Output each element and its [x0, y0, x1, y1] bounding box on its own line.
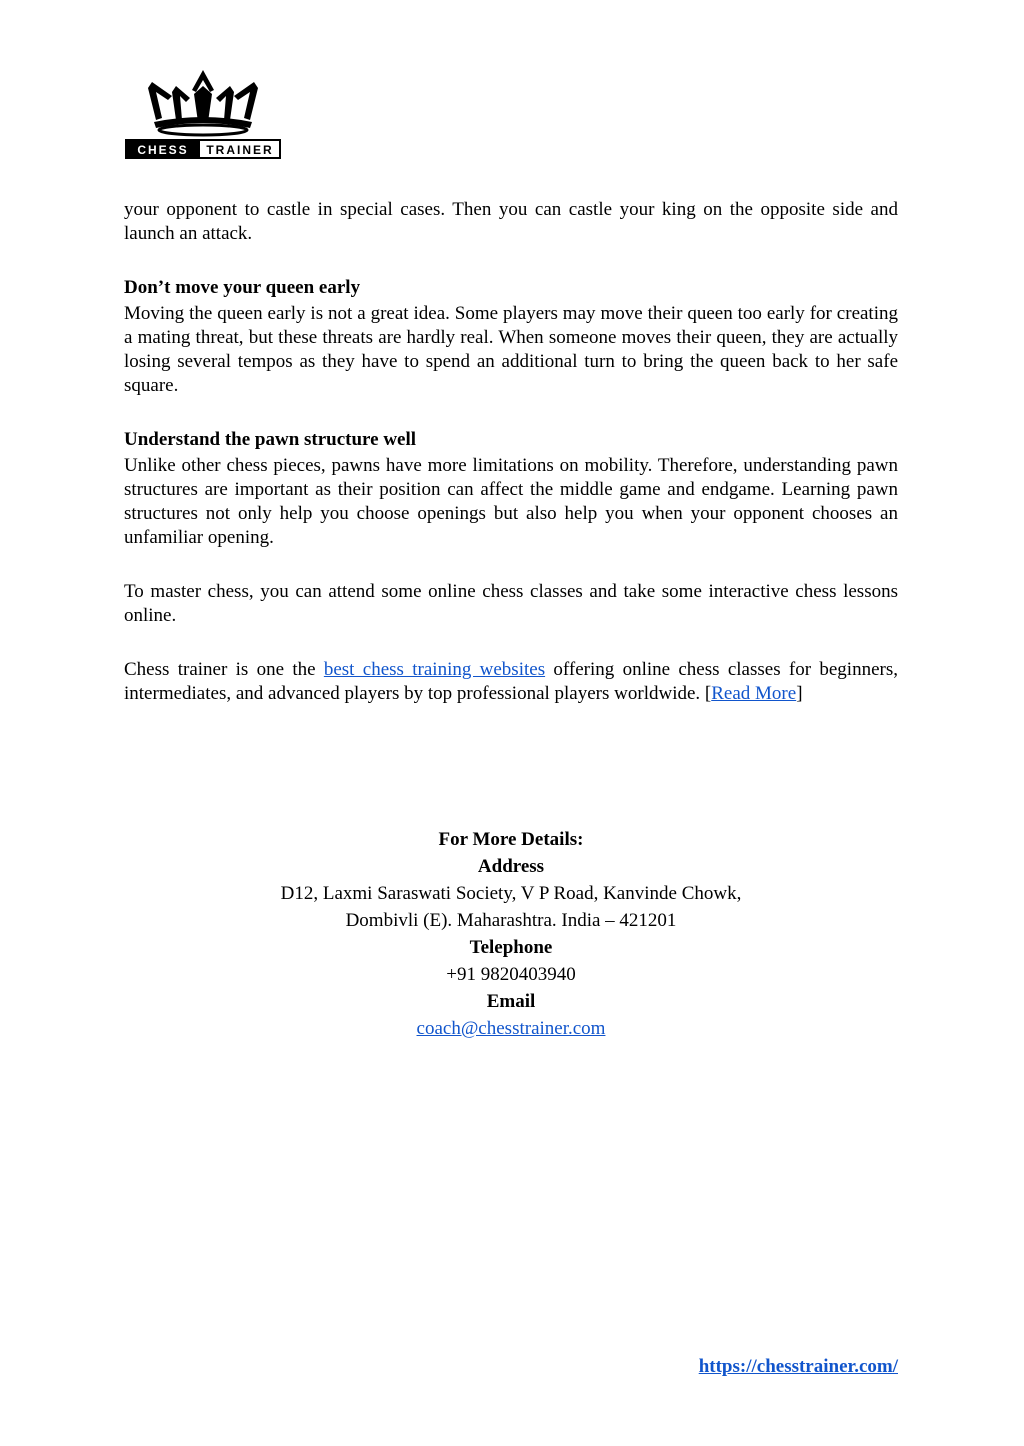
contact-details	[124, 826, 898, 1042]
contact-title: For More Details:	[438, 829, 584, 850]
telephone-label: Telephone	[469, 937, 553, 958]
email-link[interactable]: coach@chesstrainer.com	[416, 1018, 606, 1039]
email-label: Email	[486, 991, 536, 1012]
logo-text-trainer: TRAINER	[206, 143, 274, 157]
address-label: Address	[477, 856, 545, 877]
closing-middle: offering online chess classes for beginners, intermediates, and advanced players by top professional players worldwide. [	[124, 659, 898, 704]
closing-suffix: ]	[796, 683, 803, 704]
section-body-pawn: Unlike other chess pieces, pawns have more limitations on mobility. Therefore, understanding pawn structures are important as their position can affect the middle game and endgame. Learning pawn structures not only help you choose openings but also help you when your opponent chooses an unfamiliar opening.	[124, 455, 898, 548]
website-url-link[interactable]: https://chesstrainer.com/	[698, 1356, 898, 1377]
crown-icon	[124, 68, 282, 162]
article-body	[124, 198, 898, 706]
closing-prefix: Chess trainer is one the	[124, 659, 324, 680]
closing-paragraph	[124, 658, 898, 706]
telephone-number: +91 9820403940	[446, 964, 576, 985]
section-heading-queen: Don’t move your queen early	[124, 277, 361, 298]
intro-paragraph: your opponent to castle in special cases. Then you can castle your king on the opposite side and launch an attack.	[124, 199, 898, 244]
address-line-1: D12, Laxmi Saraswati Society, V P Road, Kanvinde Chowk,	[280, 883, 742, 904]
section-body-queen: Moving the queen early is not a great idea. Some players may move their queen too early for creating a mating threat, but these threats are hardly real. When someone moves their queen, they are actually losing several tempos as they have to spend an additional turn to bring the queen back to her safe square.	[124, 303, 898, 396]
master-paragraph: To master chess, you can attend some online chess classes and take some interactive chess lessons online.	[124, 581, 898, 626]
section-heading-pawn: Understand the pawn structure well	[124, 429, 417, 450]
best-chess-training-link[interactable]: best chess training websites	[323, 659, 546, 680]
read-more-link[interactable]: Read More	[711, 683, 797, 704]
address-line-2: Dombivli (E). Maharashtra. India – 421201	[345, 910, 677, 931]
logo-text-chess: CHESS	[137, 143, 189, 157]
chess-trainer-logo	[124, 68, 282, 162]
